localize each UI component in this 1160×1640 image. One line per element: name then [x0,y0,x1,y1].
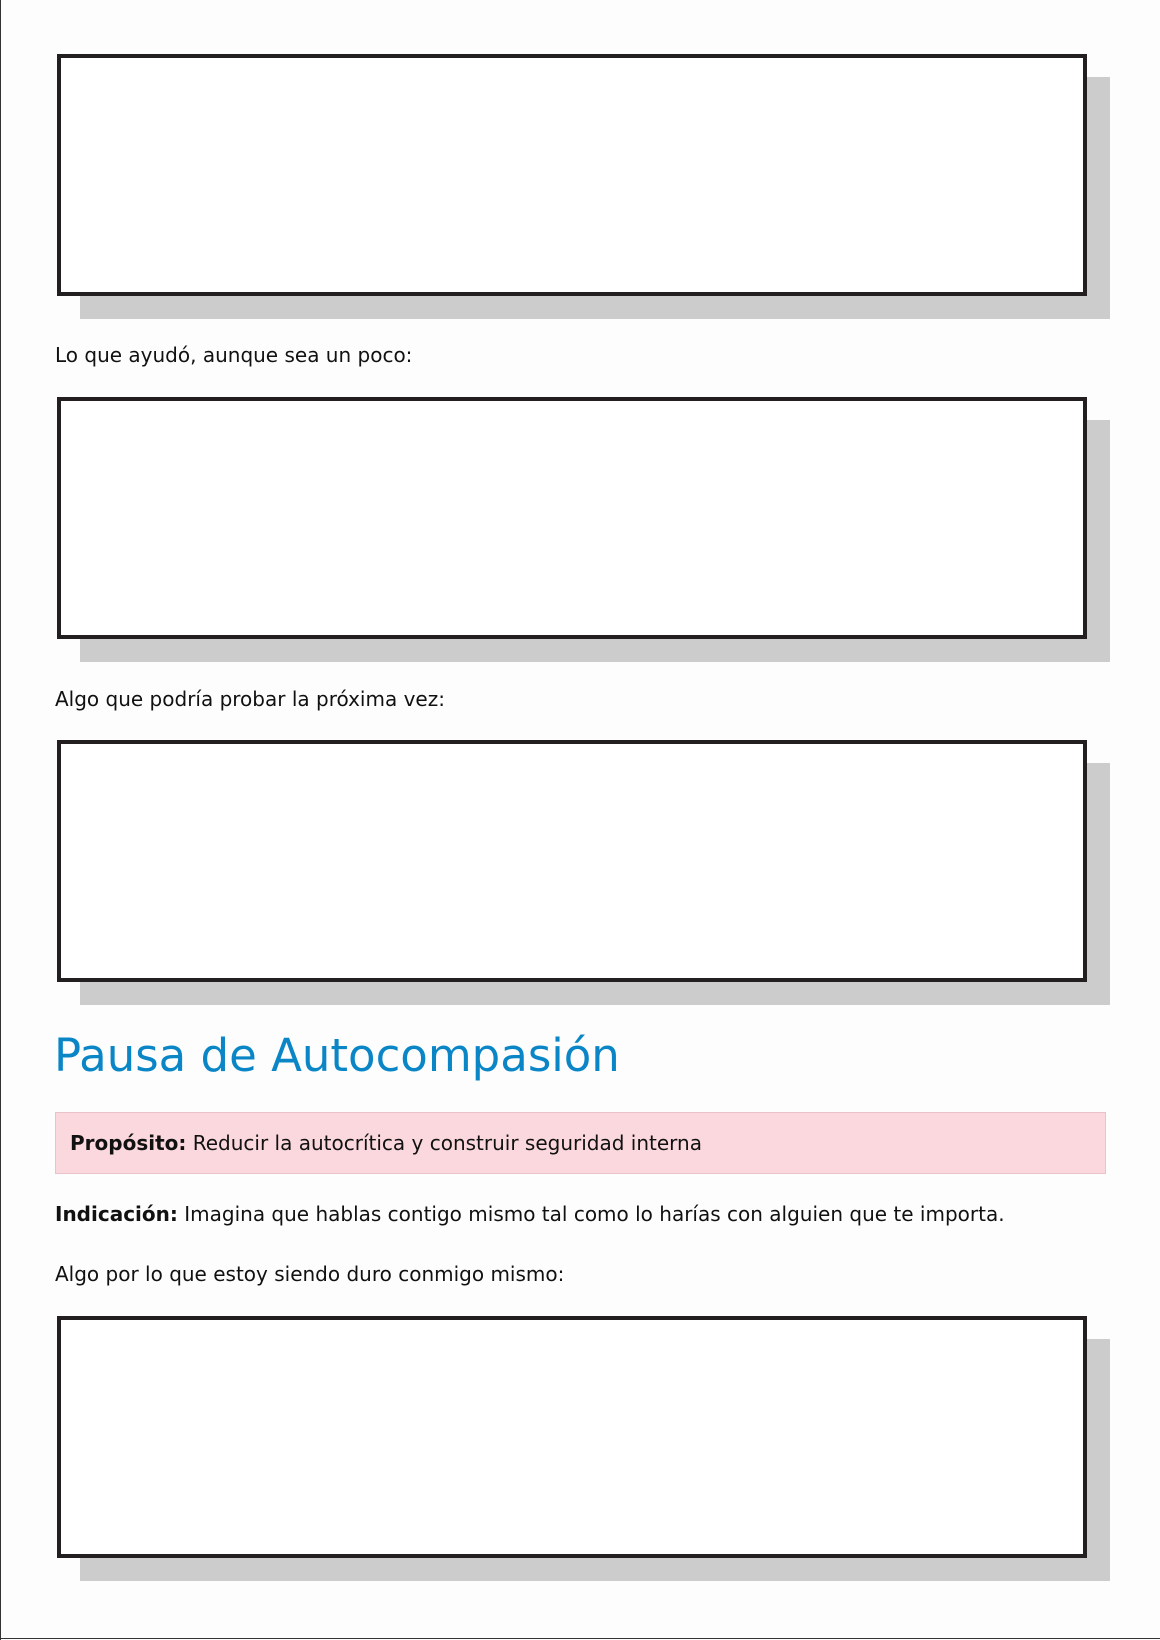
field-label-self-criticism: Algo por lo que estoy siendo duro conmigo mismo: [55,1262,565,1286]
prompt-label: Indicación: [55,1202,178,1226]
purpose-label: Propósito: [70,1131,187,1155]
text-box-helped[interactable] [57,397,1087,639]
section-title: Pausa de Autocompasión [54,1029,620,1082]
field-label-try-next: Algo que podría probar la próxima vez: [55,687,445,711]
field-label-helped: Lo que ayudó, aunque sea un poco: [55,343,413,367]
page-edge [0,0,1,1640]
prompt [55,1201,1005,1227]
purpose-callout [55,1112,1106,1174]
text-box-previous[interactable] [57,54,1087,296]
text-box-self-criticism[interactable] [57,1316,1087,1558]
purpose-text: Reducir la autocrítica y construir seguridad interna [192,1131,702,1155]
prompt-text: Imagina que hablas contigo mismo tal como lo harías con alguien que te importa. [184,1202,1005,1226]
text-box-try-next[interactable] [57,740,1087,982]
page-edge [0,1638,1160,1639]
